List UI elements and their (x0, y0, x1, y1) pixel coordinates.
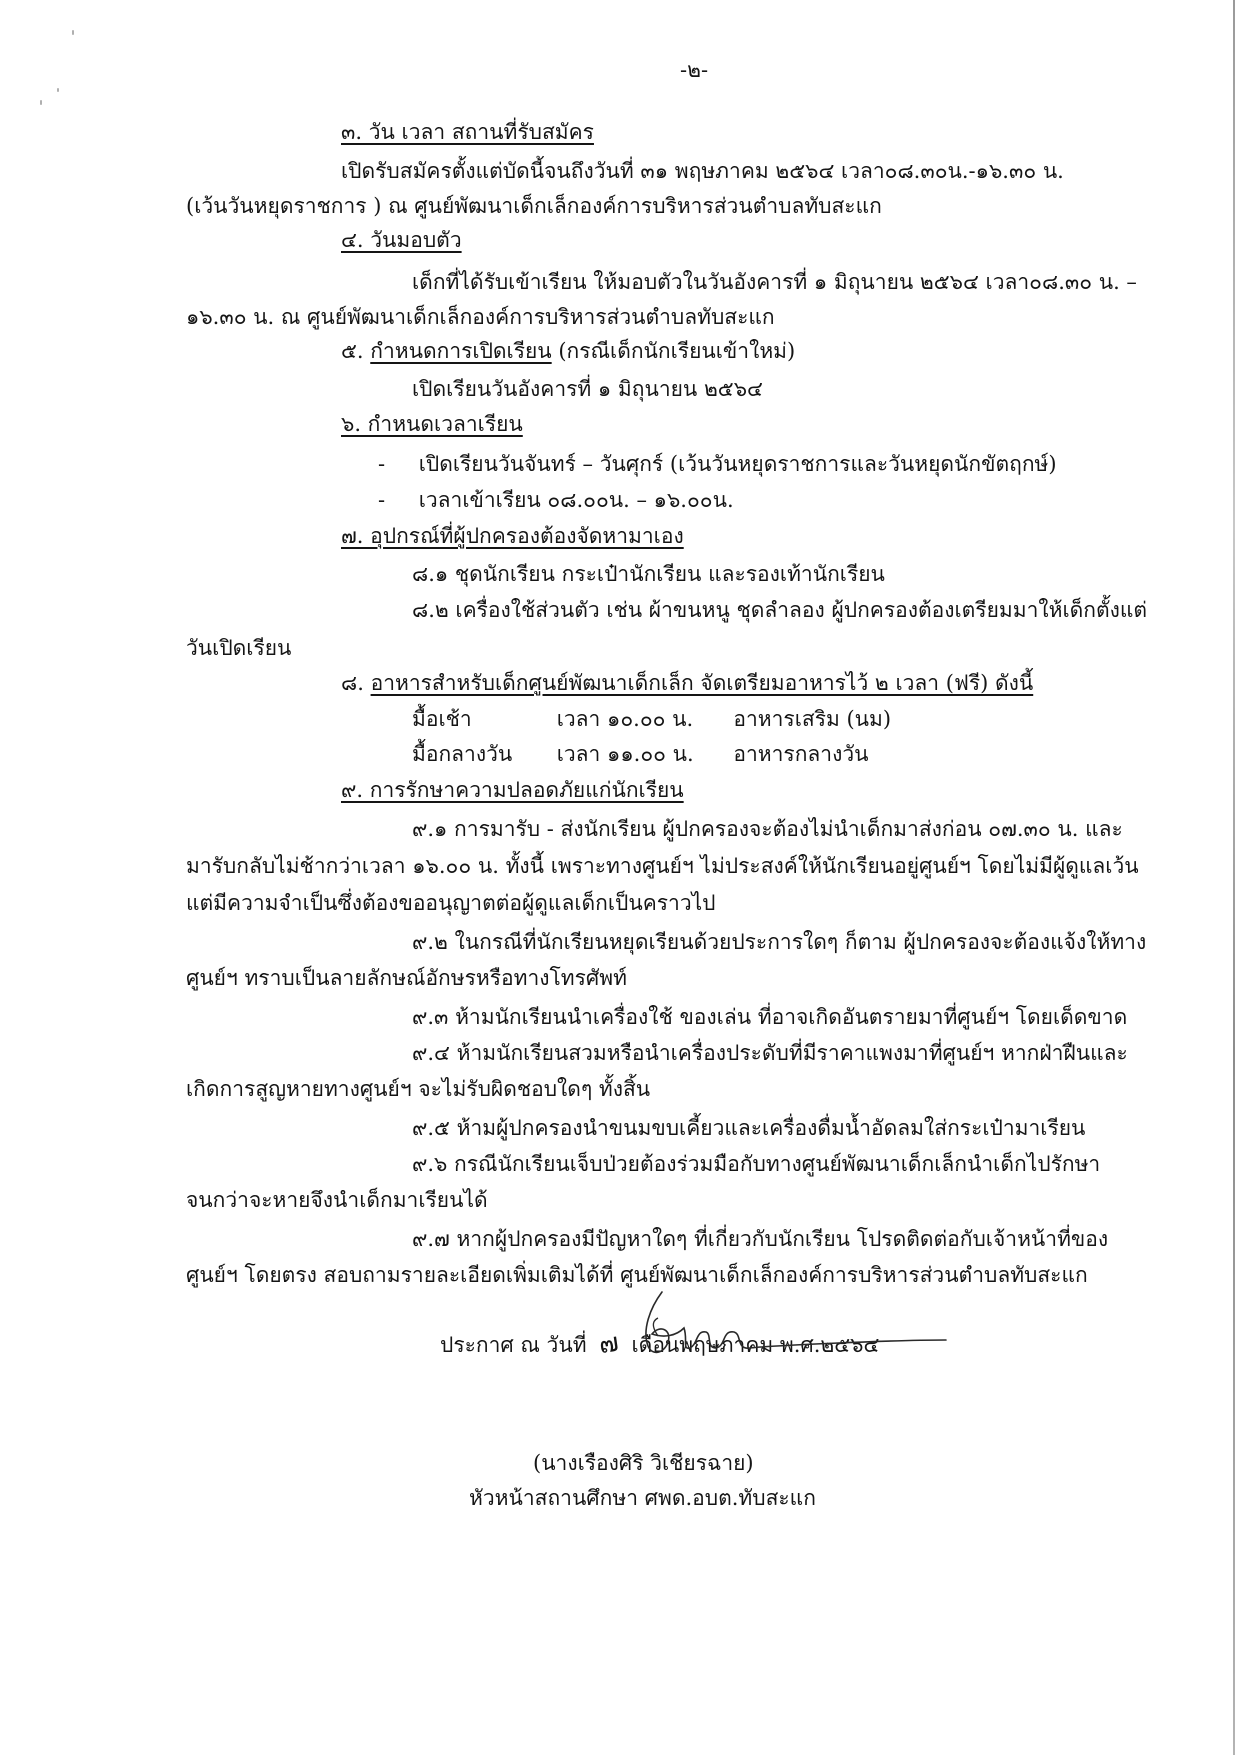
section-9-1-line-3: แต่มีความจำเป็นซึ่งต้องขออนุญาตต่อผู้ดูแลเด็กเป็นคราวไป (186, 891, 716, 915)
section-7-item-2-line-2: วันเปิดเรียน (186, 636, 292, 660)
section-9-7-line-2: ศูนย์ฯ โดยตรง สอบถามรายละเอียดเพิ่มเติมได้ที่ ศูนย์พัฒนาเด็กเล็กองค์การบริหารส่วนตำบลทับสะแก (186, 1263, 1088, 1287)
section-7-item-1: ๘.๑ ชุดนักเรียน กระเป๋านักเรียน และรองเท้านักเรียน (412, 562, 885, 586)
meal-time: เวลา ๑๑.๐๐ น. (556, 742, 694, 766)
section-6-bullet (378, 450, 1057, 478)
section-4-line-2: ๑๖.๓๐ น. ณ ศูนย์พัฒนาเด็กเล็กองค์การบริหารส่วนตำบลทับสะแก (186, 305, 775, 329)
section-9-heading: ๙. การรักษาความปลอดภัยแก่นักเรียน (341, 778, 684, 802)
announcement-suffix: เดือนพฤษภาคม พ.ศ.๒๕๖๔ (631, 1333, 880, 1357)
section-5-number: ๕. (341, 339, 364, 363)
scan-mark (40, 100, 42, 105)
meal-food: อาหารเสริม (นม) (733, 707, 892, 731)
scan-mark (72, 30, 74, 35)
section-3-line-1: เปิดรับสมัครตั้งแต่บัดนี้จนถึงวันที่ ๓๑ พฤษภาคม ๒๕๖๔ เวลา๐๘.๓๐น.-๑๖.๓๐ น. (341, 159, 1064, 183)
meal-row (412, 705, 891, 733)
section-8-heading-row (341, 669, 1033, 697)
section-8-number: ๘. (341, 671, 364, 695)
bullet-text: เวลาเข้าเรียน ๐๘.๐๐น. – ๑๖.๐๐น. (418, 488, 734, 512)
section-9-2-line-2: ศูนย์ฯ ทราบเป็นลายลักษณ์อักษรหรือทางโทรศัพท์ (186, 966, 627, 990)
meal-food: อาหารกลางวัน (733, 742, 869, 766)
scan-mark (57, 88, 59, 92)
signature-drawing (590, 1278, 960, 1368)
bullet-dash: - (378, 452, 386, 476)
section-9-2-line-1: ๙.๒ ในกรณีที่นักเรียนหยุดเรียนด้วยประการใดๆ ก็ตาม ผู้ปกครองจะต้องแจ้งให้ทาง (412, 930, 1147, 954)
section-8-heading: อาหารสำหรับเด็กศูนย์พัฒนาเด็กเล็ก จัดเตรียมอาหารไว้ ๒ เวลา (ฟรี) ดังนี้ (370, 671, 1034, 695)
section-7-heading: ๗. อุปกรณ์ที่ผู้ปกครองต้องจัดหามาเอง (341, 524, 684, 548)
meal-name: มื้อกลางวัน (412, 742, 513, 766)
section-7-item-2-line-1: ๘.๒ เครื่องใช้ส่วนตัว เช่น ผ้าขนหนู ชุดลำลอง ผู้ปกครองต้องเตรียมมาให้เด็กตั้งแต่ (412, 598, 1148, 622)
section-9-4-line-2: เกิดการสูญหายทางศูนย์ฯ จะไม่รับผิดชอบใดๆ ทั้งสิ้น (186, 1077, 651, 1101)
signatory-name: (นางเรืองศิริ วิเชียรฉาย) (533, 1451, 754, 1475)
section-9-1-line-1: ๙.๑ การมารับ - ส่งนักเรียน ผู้ปกครองจะต้องไม่นำเด็กมาส่งก่อน ๐๗.๓๐ น. และ (412, 817, 1123, 841)
section-9-7-line-1: ๙.๗ หากผู้ปกครองมีปัญหาใดๆ ที่เกี่ยวกับนักเรียน โปรดติดต่อกับเจ้าหน้าที่ของ (412, 1227, 1109, 1251)
section-3-line-2: (เว้นวันหยุดราชการ ) ณ ศูนย์พัฒนาเด็กเล็กองค์การบริหารส่วนตำบลทับสะแก (186, 194, 882, 218)
section-5-heading: กำหนดการเปิดเรียน (370, 339, 552, 363)
scan-edge (1233, 0, 1235, 1755)
section-4-line-1: เด็กที่ได้รับเข้าเรียน ให้มอบตัวในวันอังคารที่ ๑ มิถุนายน ๒๕๖๔ เวลา๐๘.๓๐ น. – (412, 270, 1137, 294)
section-9-6-line-1: ๙.๖ กรณีนักเรียนเจ็บป่วยต้องร่วมมือกับทางศูนย์พัฒนาเด็กเล็กนำเด็กไปรักษา (412, 1152, 1101, 1176)
section-6-heading: ๖. กำหนดเวลาเรียน (341, 412, 523, 436)
section-5-heading-row (341, 337, 795, 365)
section-6-bullet (378, 486, 734, 514)
section-9-4-line-1: ๙.๔ ห้ามนักเรียนสวมหรือนำเครื่องประดับที่มีราคาแพงมาที่ศูนย์ฯ หากฝ่าฝืนและ (412, 1041, 1128, 1065)
section-9-3: ๙.๓ ห้ามนักเรียนนำเครื่องใช้ ของเล่น ที่อาจเกิดอันตรายมาที่ศูนย์ฯ โดยเด็ดขาด (412, 1005, 1128, 1029)
page-number: -๒- (680, 58, 709, 82)
handwritten-day: ๗ (597, 1327, 621, 1361)
signatory-position: หัวหน้าสถานศึกษา ศพด.อบต.ทับสะแก (469, 1486, 816, 1510)
meal-name: มื้อเช้า (412, 707, 472, 731)
section-3-heading: ๓. วัน เวลา สถานที่รับสมัคร (341, 120, 594, 144)
section-9-6-line-2: จนกว่าจะหายจึงนำเด็กมาเรียนได้ (186, 1188, 488, 1212)
bullet-text: เปิดเรียนวันจันทร์ – วันศุกร์ (เว้นวันหยุดราชการและวันหยุดนักขัตฤกษ์) (418, 452, 1057, 476)
section-9-5: ๙.๕ ห้ามผู้ปกครองนำขนมขบเคี้ยวและเครื่องดื่มน้ำอัดลมใส่กระเป๋ามาเรียน (412, 1116, 1086, 1140)
section-5-note: (กรณีเด็กนักเรียนเข้าใหม่) (558, 339, 796, 363)
bullet-dash: - (378, 488, 386, 512)
announcement-prefix: ประกาศ ณ วันที่ (440, 1333, 587, 1357)
section-9-1-line-2: มารับกลับไม่ช้ากว่าเวลา ๑๖.๐๐ น. ทั้งนี้ เพราะทางศูนย์ฯ ไม่ประสงค์ให้นักเรียนอยู่ศูนย์ฯ โดยไม่มีผู้ดูแลเว้น (186, 854, 1139, 878)
meal-row (412, 740, 868, 768)
meal-time: เวลา ๑๐.๐๐ น. (556, 707, 694, 731)
section-5-line-1: เปิดเรียนวันอังคารที่ ๑ มิถุนายน ๒๕๖๔ (412, 377, 763, 401)
section-4-heading: ๔. วันมอบตัว (341, 228, 462, 252)
